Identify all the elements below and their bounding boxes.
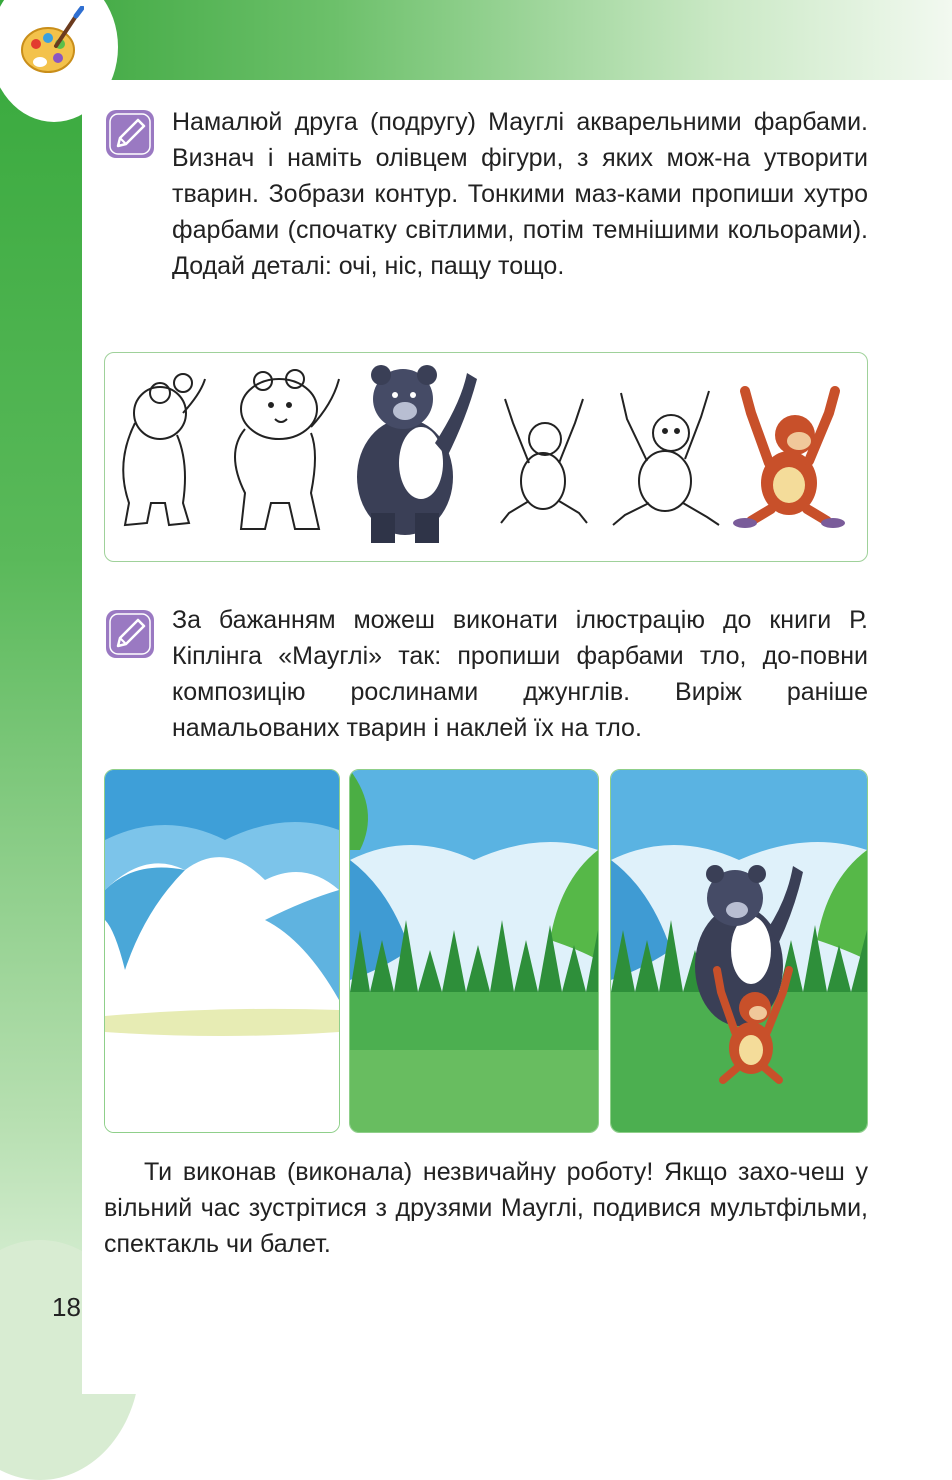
background-stage-image	[104, 769, 340, 1133]
jungle-stage-image	[349, 769, 599, 1133]
pencil-icon	[104, 608, 156, 660]
task2-text: За бажанням можеш виконати ілюстрацію до книги Р. Кіплінга «Мауглі» так: пропиши фарбами тло, до-повни композицію рослинами джунглів. Виріж раніше намальованих тварин і наклей їх на тло.	[172, 606, 868, 742]
drawing-stages-image	[105, 353, 867, 561]
side-band	[0, 0, 82, 1394]
pencil-icon	[104, 108, 156, 160]
task1-text: Намалюй друга (подругу) Мауглі акварельними фарбами. Визнач і наміть олівцем фігури, з яких мож-на утворити тварин. Зобрази контур. Тонкими маз-ками пропиши хутро фарбами (спочатку світлими, потім темнішими кольорами). Додай деталі: очі, ніс, пащу тощо.	[172, 108, 868, 280]
final-stage-image	[610, 769, 868, 1133]
page-number: 18	[52, 1292, 81, 1322]
header-band	[0, 0, 952, 80]
palette-brush-icon	[18, 6, 84, 78]
closing-text: Ти виконав (виконала) незвичайну роботу! Якщо захо-чеш у вільний час зустрітися з друзями Мауглі, подивися мультфільми, спектакль чи балет.	[104, 1158, 868, 1258]
drawing-stages-illustration	[104, 352, 868, 562]
